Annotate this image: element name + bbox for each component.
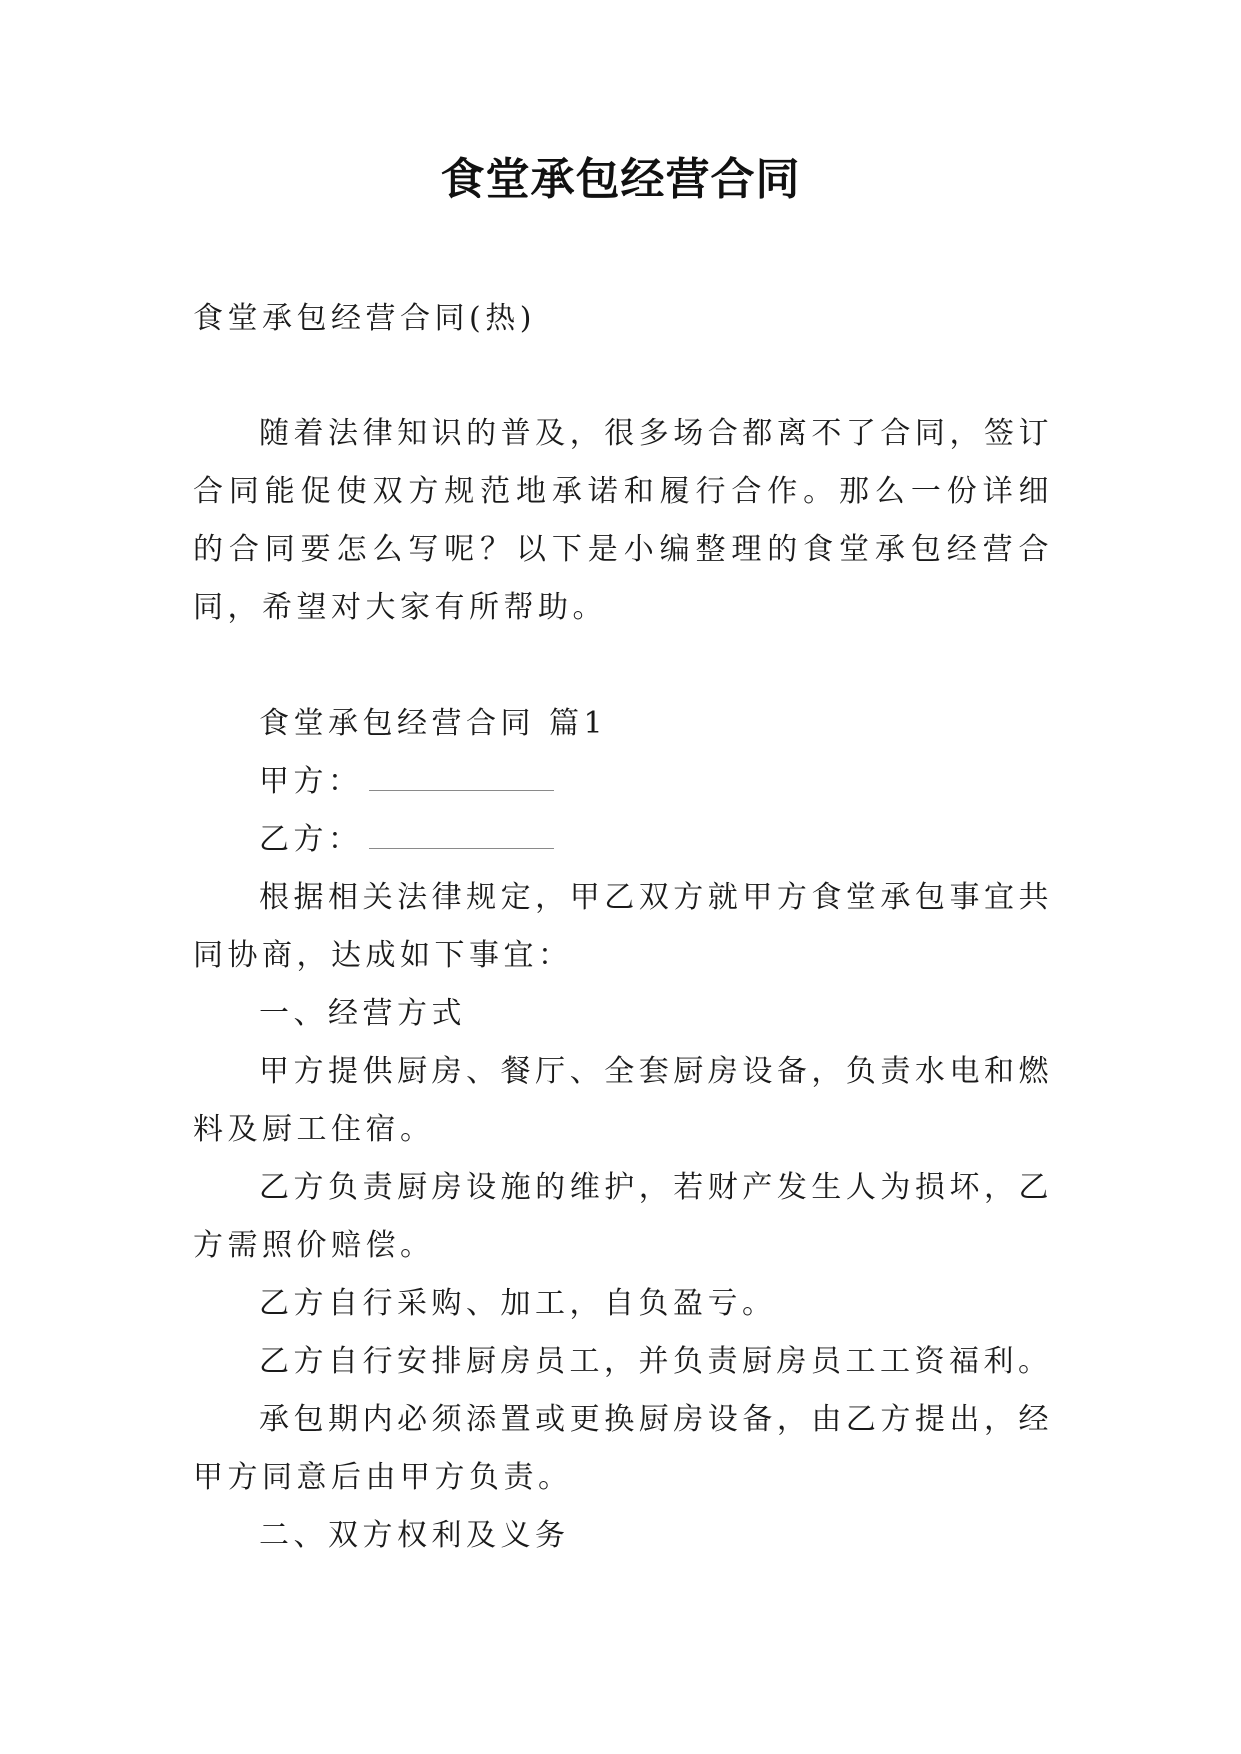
party-b-label: 乙方：	[259, 822, 363, 857]
contract-paragraph: 根据相关法律规定，甲乙双方就甲方食堂承包事宜共同协商，达成如下事宜：	[193, 880, 1053, 973]
section-heading: 食堂承包经营合同 篇1	[259, 706, 608, 741]
contract-paragraph: 乙方自行安排厨房员工，并负责厨房员工工资福利。	[259, 1344, 1053, 1379]
party-b-line	[193, 811, 1053, 869]
clause-heading-operation: 一、经营方式	[259, 996, 466, 1031]
contract-paragraph: 甲方提供厨房、餐厅、全套厨房设备，负责水电和燃料及厨工住宿。	[193, 1054, 1053, 1147]
contract-paragraph: 承包期内必须添置或更换厨房设备，由乙方提出，经甲方同意后由甲方负责。	[193, 1402, 1053, 1495]
party-a-line	[193, 753, 1053, 811]
document-title: 食堂承包经营合同	[440, 154, 801, 205]
party-a-blank	[369, 786, 554, 791]
contract-body	[193, 695, 1053, 1565]
party-b-blank	[369, 844, 554, 849]
intro-paragraph: 随着法律知识的普及，很多场合都离不了合同，签订合同能促使双方规范地承诺和履行合作。那么一份详细的合同要怎么写呢？以下是小编整理的食堂承包经营合同，希望对大家有所帮助。	[193, 416, 1053, 625]
contract-paragraph: 乙方自行采购、加工，自负盈亏。	[259, 1286, 777, 1321]
document-subtitle: 食堂承包经营合同(热)	[193, 301, 536, 336]
party-a-label: 甲方：	[259, 764, 363, 799]
contract-paragraph: 乙方负责厨房设施的维护，若财产发生人为损坏，乙方需照价赔偿。	[193, 1170, 1053, 1263]
clause-heading-rights: 二、双方权利及义务	[259, 1518, 570, 1553]
